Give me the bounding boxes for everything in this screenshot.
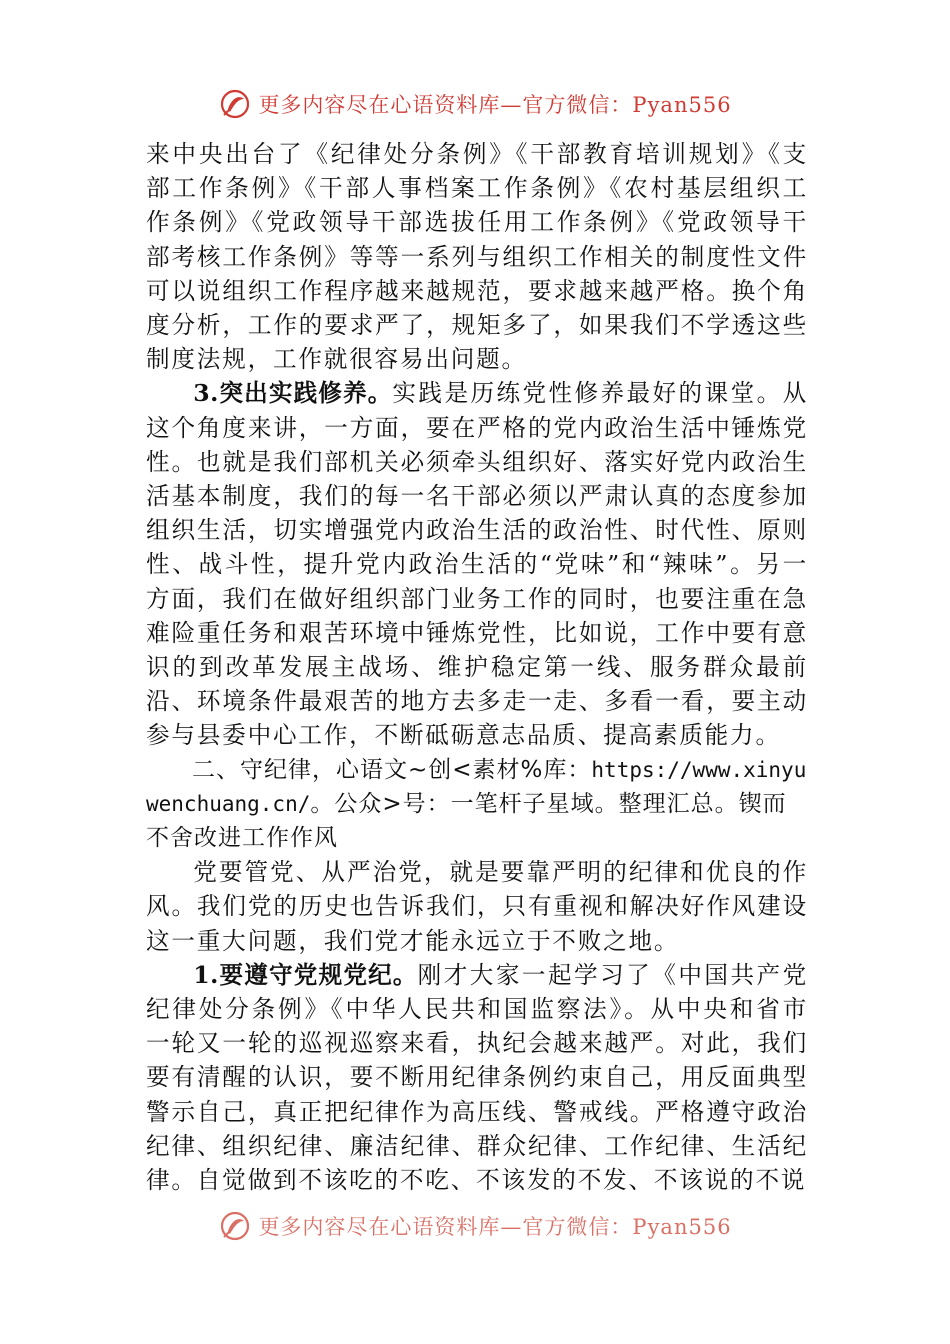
- document-body: [146, 137, 808, 1197]
- section-heading: [146, 753, 808, 856]
- paragraph-text: 实践是历练党性修养最好的课堂。从这个角度来讲，一方面，要在严格的党内政治生活中锤炼党性。也就是我们部机关必须牵头组织好、落实好党内政治生活基本制度，我们的每一名干部必须以严肃认真的态度参加组织生活，切实增强党内政治生活的政治性、时代性、原则性、战斗性，提升党内政治生活的“党味”和“辣味”。另一方面，我们在做好组织部门业务工作的同时，也要注重在急难险重任务和艰苦环境中锤炼党性，比如说，工作中要有意识的到改革发展主战场、维护稳定第一线、服务群众最前沿、环境条件最艰苦的地方去多走一走、多看一看，要主动参与县委中心工作，不断砥砺意志品质、提高素质能力。: [146, 379, 808, 750]
- watermark-text: 更多内容尽在心语资料库—官方微信：Pyan556: [258, 93, 732, 117]
- paragraph-practice: [146, 376, 808, 752]
- watermark-banner-bottom: [0, 1206, 950, 1246]
- paragraph-lead: 3.突出实践修养。: [193, 379, 393, 408]
- heading-url: https://www.xinyuwenchuang.cn/: [146, 757, 807, 816]
- heading-text: 二、守纪律，心语文~创<素材%库：: [192, 756, 592, 783]
- paragraph-intro: 党要管党、从严治党，就是要靠严明的纪律和优良的作风。我们党的历史也告诉我们，只有重视和解决好作风建设这一重大问题，我们党才能永远立于不败之地。: [146, 858, 808, 955]
- paragraph-discipline: [146, 958, 808, 1197]
- heading-text-tail: 。公众>号：一笔杆子星域。整理汇总。锲而不舍改进工作作风: [146, 790, 787, 852]
- paragraph-regulations: 来中央出台了《纪律处分条例》《干部教育培训规划》《支部工作条例》《干部人事档案工作条例》《农村基层组织工作条例》《党政领导干部选拔任用工作条例》《党政领导干部考核工作条例》等等一系列与组织工作相关的制度性文件可以说组织工作程序越来越规范，要求越来越严格。换个角度分析，工作的要求严了，规矩多了，如果我们不学透这些制度法规，工作就很容易出问题。: [146, 140, 808, 374]
- brand-logo-icon: [218, 1209, 252, 1243]
- watermark-banner-top: [0, 84, 950, 124]
- paragraph-lead: 1.要遵守党规党纪。: [193, 960, 418, 989]
- watermark-text: 更多内容尽在心语资料库—官方微信：Pyan556: [258, 1215, 732, 1239]
- paragraph-text: 刚才大家一起学习了《中国共产党纪律处分条例》《中华人民共和国监察法》。从中央和省市一轮又一轮的巡视巡察来看，执纪会越来越严。对此，我们要有清醒的认识，要不断用纪律条例约束自己，用反面典型警示自己，真正把纪律作为高压线、警戒线。严格遵守政治纪律、组织纪律、廉洁纪律、群众纪律、工作纪律、生活纪律。自觉做到不该吃的不吃、不该发的不发、不该说的不说: [146, 960, 808, 1195]
- brand-logo-icon: [218, 87, 252, 121]
